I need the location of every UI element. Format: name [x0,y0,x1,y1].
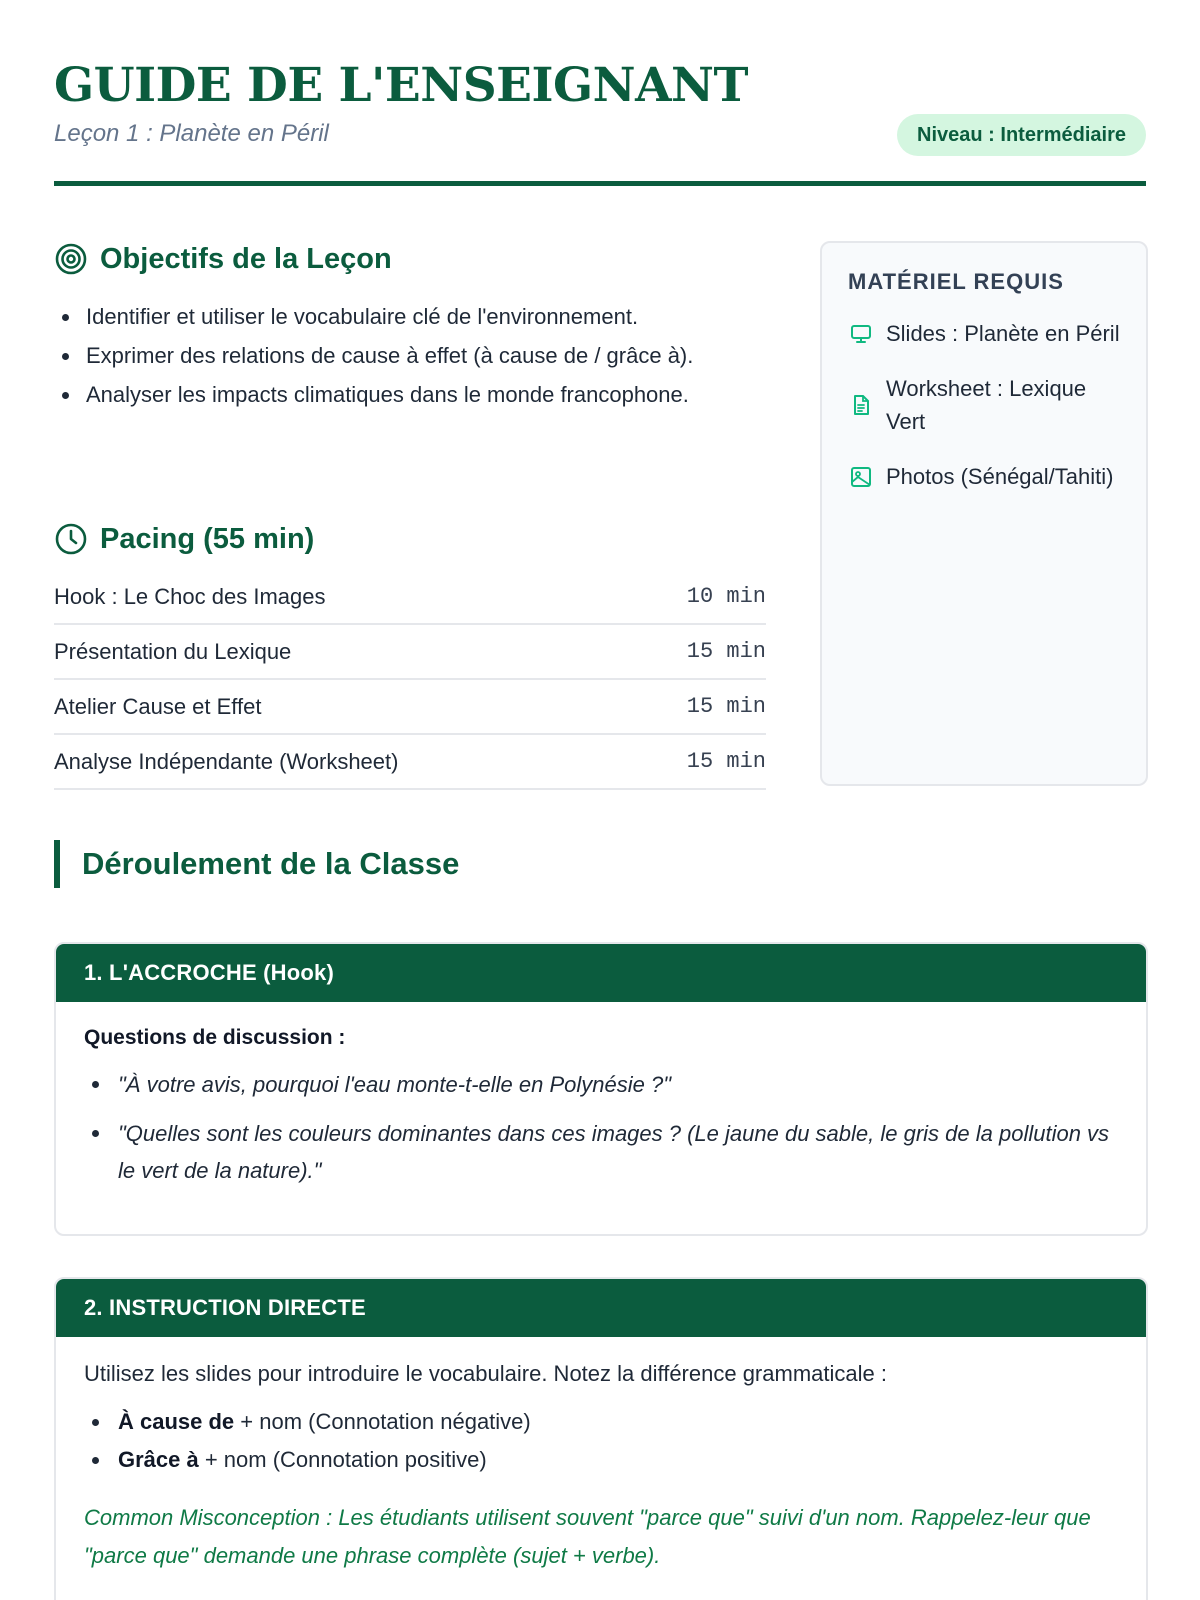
pacing-table [54,570,766,790]
pacing-activity: Présentation du Lexique [54,638,292,664]
material-item [848,372,1120,438]
instruction-card-body [56,1337,1146,1600]
grammar-term: Grâce à [118,1447,199,1472]
material-label: Photos (Sénégal/Tahiti) [886,464,1114,489]
table-row [54,680,766,735]
instruction-card [54,1277,1148,1600]
lesson-subtitle: Leçon 1 : Planète en Péril [54,120,329,147]
instruction-intro: Utilisez les slides pour introduire le vocabulaire. Notez la différence grammaticale : [84,1361,887,1386]
material-label: Worksheet : Lexique Vert [886,376,1087,434]
list-item [84,1403,1118,1441]
document-icon [848,393,874,417]
grammar-rule: + nom (Connotation négative) [234,1409,531,1434]
material-item [848,317,1120,350]
misconception-note: Common Misconception : Les étudiants utilisent souvent "parce que" suivi d'un nom. Rappelez-leur que "parce que" demande une phrase complète (sujet + verbe). [84,1505,1091,1568]
list-item: "Quelles sont les couleurs dominantes dans ces images ? (Le jaune du sable, le gris de la pollution vs le vert de la nature)." [84,1115,1118,1189]
presentation-icon [848,322,874,346]
page-header [54,0,1146,186]
objectives-list [54,300,754,417]
list-item: Identifier et utiliser le vocabulaire clé de l'environnement. [54,300,754,333]
pacing-activity: Atelier Cause et Effet [54,693,262,719]
grammar-term: À cause de [118,1409,235,1434]
level-badge: Niveau : Intermédiaire [897,114,1146,156]
material-label: Slides : Planète en Péril [886,321,1120,346]
questions-label: Questions de discussion : [84,1026,346,1049]
hook-card [54,942,1148,1236]
table-row [54,625,766,680]
materials-card [820,241,1148,786]
list-item: "À votre avis, pourquoi l'eau monte-t-elle en Polynésie ?" [84,1066,1118,1103]
target-icon [54,242,88,276]
pacing-heading [54,522,314,556]
image-icon [848,465,874,489]
table-row [54,570,766,625]
objectives-title: Objectifs de la Leçon [100,242,392,275]
clock-icon [54,522,88,556]
table-row [54,735,766,790]
pacing-duration: 15 min [686,749,766,774]
materials-title: MATÉRIEL REQUIS [848,269,1064,294]
class-flow-title: Déroulement de la Classe [54,840,459,888]
questions-list [84,1066,1118,1189]
grammar-rule: + nom (Connotation positive) [198,1447,487,1472]
list-item [84,1441,1118,1479]
page-title: GUIDE DE L'ENSEIGNANT [54,58,748,113]
hook-card-body [56,1002,1146,1229]
pacing-duration: 10 min [686,584,766,609]
material-item [848,460,1120,493]
pacing-title: Pacing (55 min) [100,522,315,555]
list-item: Analyser les impacts climatiques dans le monde francophone. [54,378,754,411]
pacing-activity: Analyse Indépendante (Worksheet) [54,748,399,774]
hook-card-title: 1. L'ACCROCHE (Hook) [56,944,1146,1002]
instruction-card-title: 2. INSTRUCTION DIRECTE [56,1279,1146,1337]
pacing-activity: Hook : Le Choc des Images [54,583,326,609]
list-item: Exprimer des relations de cause à effet (à cause de / grâce à). [54,339,754,372]
grammar-list [84,1403,1118,1479]
pacing-duration: 15 min [686,639,766,664]
pacing-duration: 15 min [686,694,766,719]
objectives-heading [54,242,392,276]
